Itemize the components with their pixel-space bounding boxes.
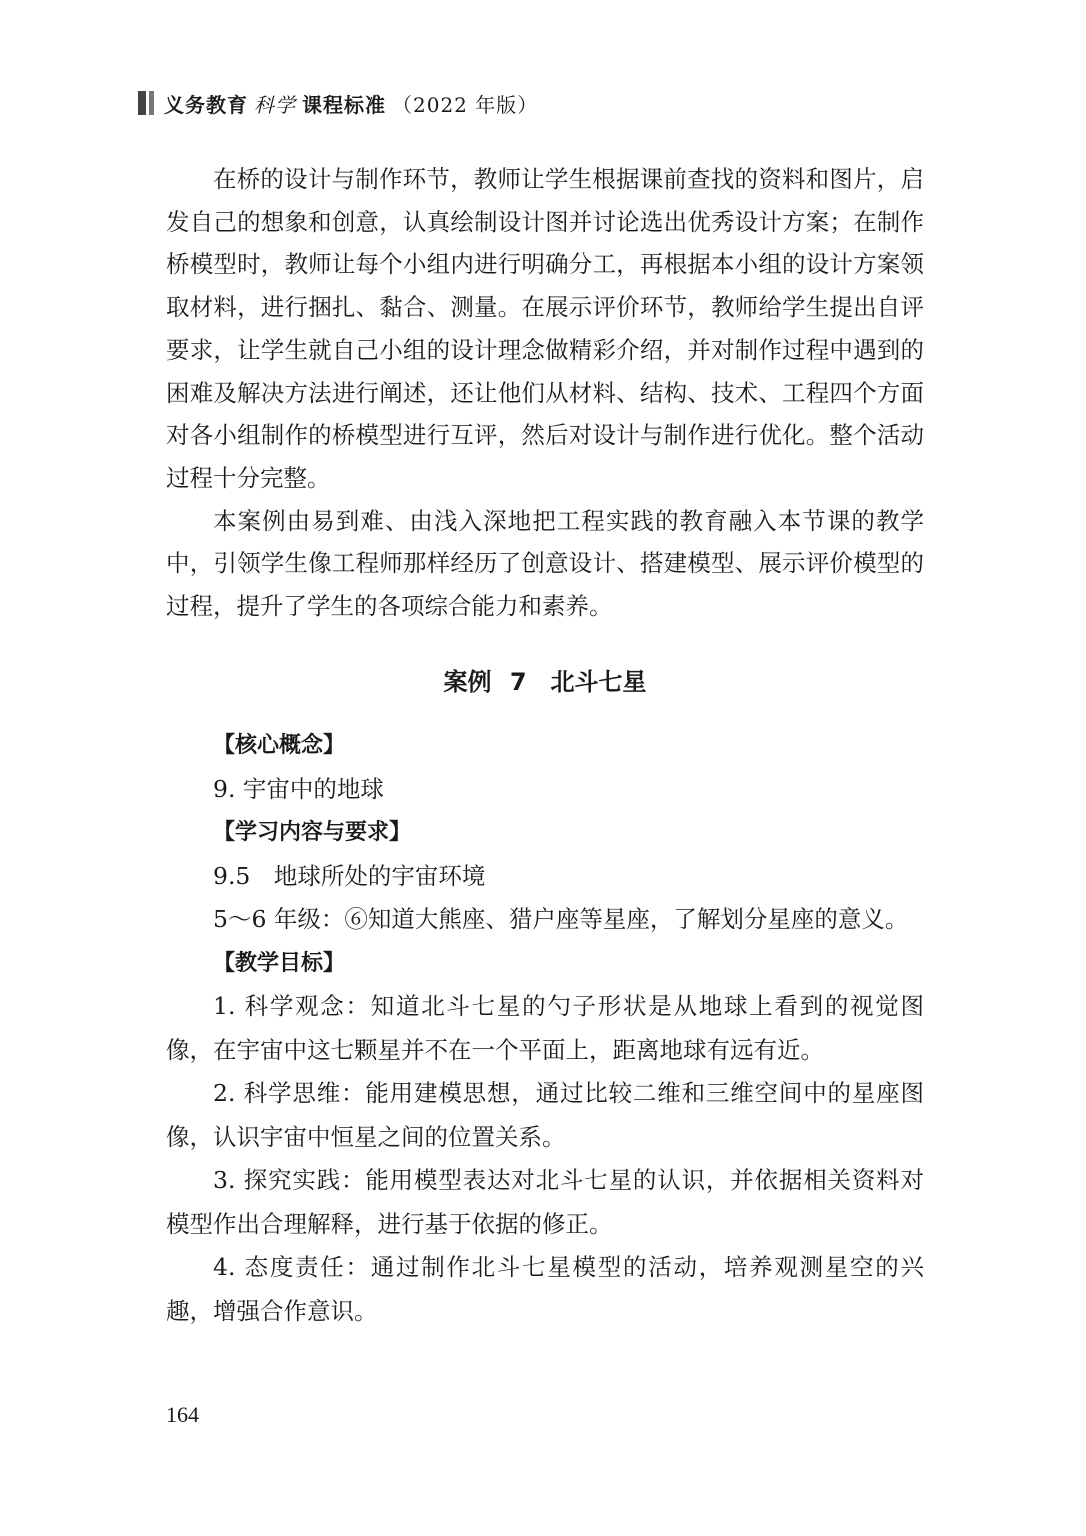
running-header — [138, 88, 538, 118]
paragraph-case-summary: 本案例由易到难、由浅入深地把工程实践的教育融入本节课的教学中，引领学生像工程师那样经历了创意设计、搭建模型、展示评价模型的过程，提升了学生的各项综合能力和素养。 — [166, 506, 924, 621]
goal-item: 2. 科学思维：能用建模思想，通过比较二维和三维空间中的星座图像，认识宇宙中恒星之间的位置关系。 — [166, 1079, 924, 1151]
goals-heading: 【教学目标】 — [213, 950, 346, 976]
grade-requirement: 5～6 年级：⑥知道大熊座、猎户座等星座，了解划分星座的意义。 — [213, 905, 909, 933]
core-concept-text: 9. 宇宙中的地球 — [213, 774, 384, 803]
case-title: 案例 7 北斗七星 — [443, 668, 647, 696]
core-concept-heading: 【核心概念】 — [213, 733, 346, 758]
header-edition: （2022 年版） — [392, 92, 539, 117]
body-text — [166, 158, 924, 628]
header-standard: 课程标准 — [302, 92, 386, 117]
goal-item: 4. 态度责任：通过制作北斗七星模型的活动，培养观测星空的兴趣，增强合作意识。 — [166, 1253, 924, 1325]
paragraph-bridge-design: 在桥的设计与制作环节，教师让学生根据课前查找的资料和图片，启发自己的想象和创意，认真绘制设计图并讨论选出优秀设计方案；在制作桥模型时，教师让每个小组内进行明确分工，再根据本小组的设计方案领取材料，进行捆扎、黏合、测量。在展示评价环节，教师给学生提出自评要求，让学生就自己小组的设计理念做精彩介绍，并对制作过程中遇到的困难及解决方法进行阐述，还让他们从材料、结构、技术、工程四个方面对各小组制作的桥模型进行互评，然后对设计与制作进行优化。整个活动过程十分完整。 — [166, 165, 924, 492]
content-heading: 【学习内容与要求】 — [213, 820, 412, 845]
goal-item: 1. 科学观念：知道北斗七星的勺子形状是从地球上看到的视觉图像，在宇宙中这七颗星并不在一个平面上，距离地球有远有近。 — [166, 992, 924, 1064]
content-item: 9.5 地球所处的宇宙环境 — [213, 861, 486, 890]
header-series: 义务教育 — [164, 92, 248, 117]
goal-item: 3. 探究实践：能用模型表达对北斗七星的认识，并依据相关资料对模型作出合理解释，进行基于依据的修正。 — [166, 1166, 924, 1238]
header-subject: 科学 — [254, 92, 296, 117]
header-bars-icon — [138, 91, 154, 115]
page-number: 164 — [166, 1402, 199, 1427]
case-section — [166, 724, 924, 1333]
